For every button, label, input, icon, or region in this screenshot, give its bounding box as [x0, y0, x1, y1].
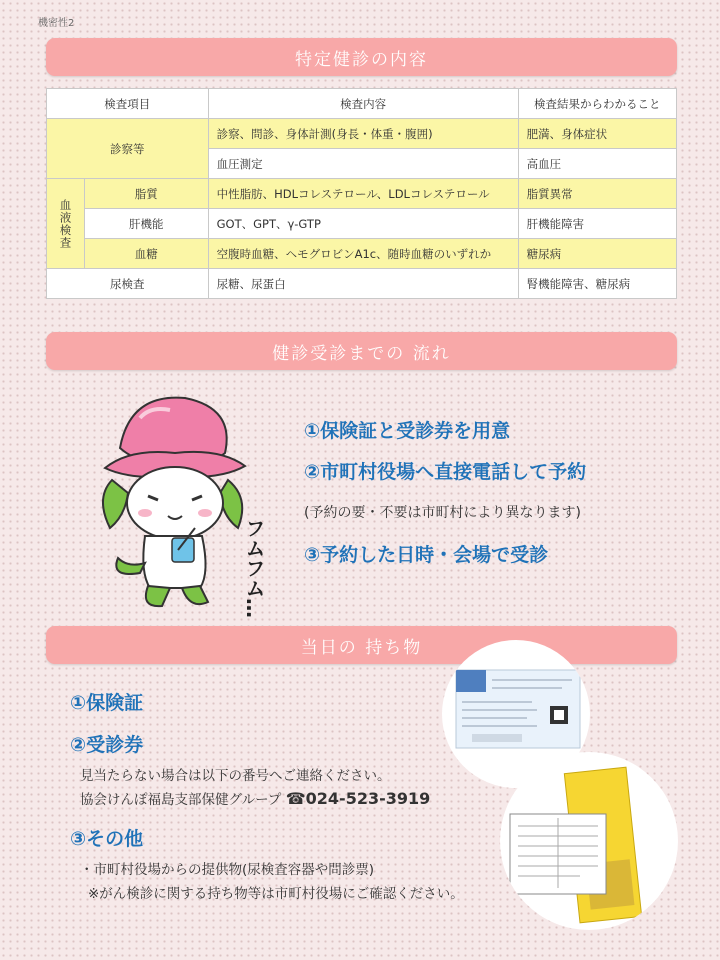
table-cell-content: 中性脂肪、HDLコレステロール、LDLコレステロール: [208, 179, 518, 209]
contact-organization: 協会けんぽ福島支部保健グループ: [80, 792, 282, 808]
table-row: [47, 209, 677, 239]
table-header-row: [47, 89, 677, 119]
mascot-character: [100, 388, 260, 617]
flow-step-3: ③予約した日時・会場で受診: [304, 544, 549, 566]
table-cell-item: 血糖: [85, 239, 209, 269]
bring-item-2: ②受診券: [70, 734, 144, 756]
bring-item-1: ①保険証: [70, 692, 144, 714]
confidentiality-label: 機密性2: [38, 18, 75, 29]
table-cell-result: 肥満、身体症状: [518, 119, 676, 149]
table-cell-item: 肝機能: [85, 209, 209, 239]
flow-section-banner: 健診受診までの 流れ: [46, 332, 677, 370]
table-cell-content: GOT、GPT、γ-GTP: [208, 209, 518, 239]
table-header: 検査内容: [208, 89, 518, 119]
flow-step-1: ①保険証と受診券を用意: [304, 420, 511, 442]
contact-line: [80, 788, 430, 808]
table-cell-item: 脂質: [85, 179, 209, 209]
table-cell-result: 肝機能障害: [518, 209, 676, 239]
table-cell-result: 脂質異常: [518, 179, 676, 209]
exam-content-table: [46, 88, 677, 299]
voucher-envelope-image: [500, 752, 678, 930]
bring-section-banner: 当日の 持ち物: [46, 626, 677, 664]
table-row: [47, 179, 677, 209]
table-cell-group: 血液検査: [47, 179, 85, 269]
table-cell-content: 尿糖、尿蛋白: [208, 269, 518, 299]
flow-step-2: ②市町村役場へ直接電話して予約: [304, 461, 587, 483]
table-cell-result: 腎機能障害、糖尿病: [518, 269, 676, 299]
table-cell-item: 尿検査: [47, 269, 209, 299]
table-cell-content: 空腹時血糖、ヘモグロビンA1c、随時血糖のいずれか: [208, 239, 518, 269]
table-row: [47, 119, 677, 149]
mascot-speech-text: フムフム…: [242, 518, 266, 618]
table-cell-result: 糖尿病: [518, 239, 676, 269]
flow-reservation-note: (予約の要・不要は市町村により異なります): [304, 505, 581, 521]
bring-item-3: ③その他: [70, 828, 144, 850]
exam-section-banner: 特定健診の内容: [46, 38, 677, 76]
table-cell-item: 診察等: [47, 119, 209, 179]
table-cell-content: 血圧測定: [208, 149, 518, 179]
table-cell-result: 高血圧: [518, 149, 676, 179]
table-header: 検査項目: [47, 89, 209, 119]
missing-voucher-note: 見当たらない場合は以下の番号へご連絡ください。: [80, 768, 391, 784]
cancer-screening-note: ※がん検診に関する持ち物等は市町村役場にご確認ください。: [88, 886, 464, 902]
other-item-note: ・市町村役場からの提供物(尿検査容器や問診票): [80, 862, 375, 878]
table-row: [47, 239, 677, 269]
phone-number: ☎024-523-3919: [285, 789, 431, 808]
table-row: [47, 269, 677, 299]
table-header: 検査結果からわかること: [518, 89, 676, 119]
table-cell-content: 診察、問診、身体計測(身長・体重・腹囲): [208, 119, 518, 149]
